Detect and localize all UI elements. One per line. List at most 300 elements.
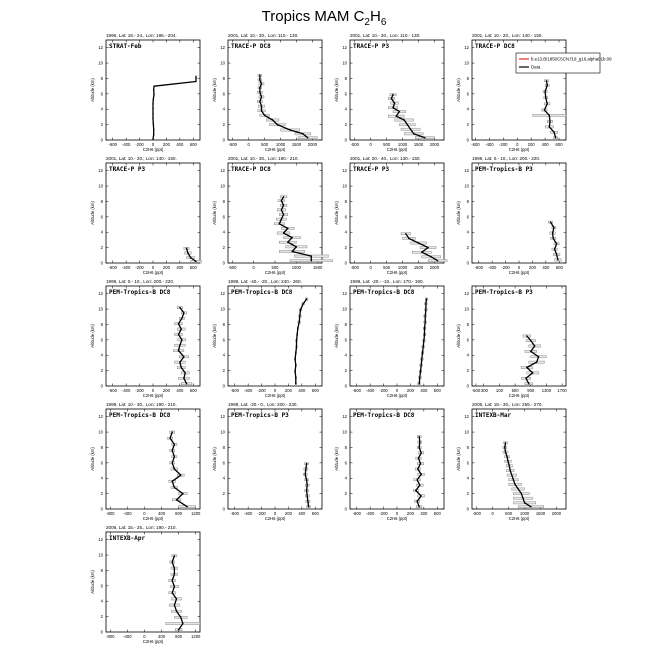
y-tick-label: 4 <box>100 352 103 358</box>
data-point <box>307 137 308 138</box>
data-point <box>259 92 260 93</box>
data-point <box>522 498 523 499</box>
y-tick-label: 4 <box>466 352 469 358</box>
x-axis-label: C2H6 (ppt) <box>386 270 408 275</box>
y-tick-label: 8 <box>222 321 225 327</box>
data-point <box>291 237 292 238</box>
x-axis-label: C2H6 (ppt) <box>508 393 530 398</box>
x-tick-label: 200 <box>406 511 414 516</box>
panel-5 <box>90 156 201 275</box>
x-tick-label: 0 <box>369 265 372 270</box>
y-tick-label: 8 <box>466 321 469 327</box>
plot-frame <box>350 409 444 509</box>
data-point <box>306 298 307 299</box>
y-tick-label: 12 <box>98 45 103 51</box>
y-tick-label: 10 <box>220 60 225 66</box>
data-point <box>289 129 290 130</box>
y-tick-label: 0 <box>222 260 225 266</box>
data-point <box>306 490 307 491</box>
y-tick-label: 4 <box>344 106 347 112</box>
data-point <box>418 506 419 507</box>
data-point <box>302 133 303 134</box>
data-point <box>547 85 548 86</box>
y-tick-label: 6 <box>222 91 225 97</box>
y-tick-label: 2 <box>222 491 225 497</box>
data-point <box>152 113 153 114</box>
y-tick-label: 4 <box>100 475 103 481</box>
data-point <box>534 345 535 346</box>
data-point <box>421 252 422 253</box>
data-point <box>306 463 307 464</box>
data-point <box>295 383 296 384</box>
x-tick-label: -200 <box>379 511 388 516</box>
y-tick-label: 0 <box>100 383 103 389</box>
data-series-line <box>260 75 308 137</box>
data-point <box>420 371 421 372</box>
data-point <box>418 436 419 437</box>
x-tick-label: 1000 <box>397 142 408 147</box>
panel-header: 2001, Lat: 10.- 30., Lon: 110.- 130. <box>228 33 299 38</box>
x-tick-label: 500 <box>383 142 391 147</box>
x-tick-label: -600 <box>471 142 480 147</box>
x-tick-label: 0 <box>395 388 399 393</box>
data-point <box>530 506 531 507</box>
data-point <box>172 450 173 451</box>
data-point <box>420 452 421 453</box>
data-point <box>546 80 547 81</box>
x-tick-label: 600 <box>433 388 441 393</box>
data-point <box>176 598 177 599</box>
data-point <box>181 367 182 368</box>
data-point <box>550 222 551 223</box>
x-axis-label: C2H6 (ppt) <box>386 516 408 521</box>
data-point <box>511 474 512 475</box>
y-tick-label: 10 <box>464 429 469 435</box>
y-tick-label: 12 <box>342 291 347 297</box>
x-tick-label: 0 <box>491 511 494 516</box>
x-tick-label: -500 <box>350 142 359 147</box>
y-tick-label: 10 <box>342 60 347 66</box>
data-point <box>525 378 526 379</box>
x-tick-label: -400 <box>123 634 132 639</box>
data-point <box>417 468 418 469</box>
data-point <box>419 441 420 442</box>
x-axis-label: C2H6 (ppt) <box>386 147 408 152</box>
data-point <box>422 352 423 353</box>
panel-header: 1996, Lat: 18.- 24., Lon: 196.- 204. <box>106 33 177 38</box>
panel-header: 2006, Lat: 15.- 25., Lon: 190.- 210. <box>106 525 177 530</box>
x-tick-label: 600 <box>189 388 197 393</box>
x-tick-label: 0 <box>143 511 146 516</box>
y-axis-label: Altitude (km) <box>90 201 95 225</box>
data-point <box>303 303 304 304</box>
data-point <box>513 479 514 480</box>
x-tick-label: -400 <box>121 265 131 270</box>
data-point <box>294 371 295 372</box>
data-point <box>557 259 558 260</box>
data-point <box>437 260 438 261</box>
x-tick-label: 1200 <box>191 511 201 516</box>
y-tick-label: 6 <box>466 91 469 97</box>
x-tick-label: 500 <box>383 265 391 270</box>
y-tick-label: 4 <box>344 229 347 235</box>
y-tick-label: 6 <box>344 460 347 466</box>
y-tick-label: 6 <box>222 214 225 220</box>
x-tick-label: -400 <box>365 511 375 516</box>
data-point <box>281 200 282 201</box>
data-point <box>182 623 183 624</box>
x-tick-label: 400 <box>298 511 306 516</box>
data-point <box>152 118 153 119</box>
x-tick-label: 200 <box>162 142 170 147</box>
y-tick-label: 10 <box>98 183 103 189</box>
panel-header: 2001, Lat: 20.- 40., Lon: 130.- 150. <box>350 156 421 161</box>
y-tick-label: 12 <box>98 168 103 174</box>
data-point <box>311 255 312 256</box>
y-tick-label: 12 <box>342 414 347 420</box>
data-point <box>153 85 154 86</box>
data-point <box>153 134 154 135</box>
y-tick-label: 6 <box>100 460 103 466</box>
data-point <box>295 365 296 366</box>
plot-frame <box>228 409 322 509</box>
data-point <box>272 119 273 120</box>
data-point <box>426 298 427 299</box>
data-point <box>174 468 175 469</box>
data-point <box>153 89 154 90</box>
data-series-line <box>295 299 307 384</box>
y-tick-label: 10 <box>220 183 225 189</box>
panel-17 <box>90 525 201 644</box>
y-tick-label: 12 <box>220 291 225 297</box>
x-tick-label: -500 <box>228 142 237 147</box>
y-tick-label: 0 <box>222 137 225 143</box>
y-tick-label: 0 <box>466 383 469 389</box>
y-tick-label: 2 <box>466 491 469 497</box>
y-tick-label: 8 <box>222 444 225 450</box>
data-point <box>420 495 421 496</box>
y-tick-label: 6 <box>466 214 469 220</box>
y-tick-label: 4 <box>466 106 469 112</box>
data-point <box>544 91 545 92</box>
data-point <box>287 242 288 243</box>
y-tick-label: 4 <box>344 352 347 358</box>
panel-1 <box>90 33 200 152</box>
panel-3 <box>334 33 444 152</box>
data-point <box>281 209 282 210</box>
data-point <box>305 474 306 475</box>
data-point <box>307 495 308 496</box>
panel-10 <box>212 279 322 398</box>
campaign-label: PEM-Tropics-B DC8 <box>353 412 415 419</box>
y-tick-label: 0 <box>466 506 469 512</box>
y-tick-label: 6 <box>344 214 347 220</box>
data-point <box>259 101 260 102</box>
data-point <box>295 377 296 378</box>
y-tick-label: 12 <box>98 291 103 297</box>
x-tick-label: -600 <box>230 511 239 516</box>
data-series-line <box>526 336 539 384</box>
data-point <box>264 115 265 116</box>
panel-7 <box>334 156 447 275</box>
y-tick-label: 10 <box>342 306 347 312</box>
y-tick-label: 2 <box>222 368 225 374</box>
y-tick-label: 12 <box>98 537 103 543</box>
data-series-line <box>187 248 196 261</box>
x-tick-label: 0 <box>273 388 277 393</box>
data-point <box>172 481 173 482</box>
data-point <box>179 345 180 346</box>
data-point <box>421 358 422 359</box>
y-tick-label: 2 <box>466 245 469 251</box>
x-tick-label: 200 <box>162 265 170 270</box>
x-tick-label: 600 <box>189 265 197 270</box>
x-tick-label: -800 <box>106 634 115 639</box>
data-point <box>420 365 421 366</box>
x-tick-label: -500 <box>472 511 481 516</box>
y-tick-label: 12 <box>220 414 225 420</box>
data-point <box>152 108 153 109</box>
data-point <box>190 257 191 258</box>
data-point <box>298 321 299 322</box>
y-tick-label: 2 <box>344 368 347 374</box>
data-point <box>183 378 184 379</box>
data-point <box>153 123 154 124</box>
data-point <box>179 361 180 362</box>
y-axis-label: Altitude (km) <box>334 201 339 225</box>
x-tick-label: 1000 <box>291 265 302 270</box>
y-tick-label: 10 <box>342 429 347 435</box>
data-point <box>180 474 181 475</box>
y-tick-label: 2 <box>222 122 225 128</box>
data-point <box>521 493 522 494</box>
data-point <box>509 465 510 466</box>
data-point <box>399 111 400 112</box>
y-tick-label: 12 <box>464 291 469 297</box>
y-tick-label: 10 <box>464 306 469 312</box>
x-tick-label: -800 <box>106 511 115 516</box>
y-tick-label: 6 <box>466 460 469 466</box>
campaign-label: PEM-Tropics-B DC8 <box>109 412 171 419</box>
x-tick-label: 0 <box>143 634 146 639</box>
data-point <box>553 227 554 228</box>
data-point <box>306 479 307 480</box>
data-point <box>423 340 424 341</box>
y-tick-label: 12 <box>342 168 347 174</box>
campaign-label: PEM-Tropics-B P3 <box>475 289 533 296</box>
data-point <box>174 555 175 556</box>
plot-frame <box>472 286 566 386</box>
data-point <box>418 447 419 448</box>
data-point <box>425 309 426 310</box>
data-point <box>549 115 550 116</box>
x-tick-label: 500 <box>271 265 279 270</box>
data-point <box>510 470 511 471</box>
legend <box>516 53 612 73</box>
panel-9 <box>90 279 200 398</box>
data-point <box>178 629 179 630</box>
y-tick-label: 2 <box>344 122 347 128</box>
data-point <box>530 351 531 352</box>
panel-header: 1999, Lat: 10.- 30., Lon: 190.- 210. <box>106 402 177 407</box>
data-point <box>174 487 175 488</box>
data-point <box>178 334 179 335</box>
legend-label-model: b.e13.BI1850C5CN.f19_g16.alpha01b.09 <box>531 56 612 62</box>
x-tick-label: -400 <box>123 511 132 516</box>
data-point <box>530 340 531 341</box>
data-point <box>307 484 308 485</box>
panel-header: 1999, Lat: -20.- -10., Lon: 170.- 190. <box>350 279 424 284</box>
x-tick-label: 400 <box>542 265 550 270</box>
plot-frame <box>350 286 444 386</box>
x-axis-label: C2H6 (ppt) <box>386 393 408 398</box>
data-point <box>299 315 300 316</box>
data-point <box>518 488 519 489</box>
y-tick-label: 2 <box>222 245 225 251</box>
x-tick-label: 400 <box>420 388 428 393</box>
panel-12 <box>456 286 567 398</box>
x-tick-label: 500 <box>511 388 519 393</box>
panel-header: 2001, Lat: 10.- 20., Lon: 140.- 150. <box>472 33 543 38</box>
y-tick-label: 10 <box>464 60 469 66</box>
data-point <box>415 490 416 491</box>
data-series-line <box>153 77 196 139</box>
campaign-label: PEM-Tropics-B DC8 <box>353 289 415 296</box>
y-tick-label: 6 <box>100 214 103 220</box>
y-axis-label: Altitude (km) <box>456 447 461 471</box>
y-tick-label: 4 <box>222 229 225 235</box>
data-point <box>420 463 421 464</box>
data-point <box>420 474 421 475</box>
x-tick-label: -200 <box>379 388 388 393</box>
x-axis-label: C2H6 (ppt) <box>142 147 164 152</box>
data-point <box>408 238 409 239</box>
y-tick-label: 12 <box>342 45 347 51</box>
y-tick-label: 6 <box>100 337 103 343</box>
data-point <box>176 611 177 612</box>
data-point <box>556 254 557 255</box>
x-tick-label: -200 <box>257 511 266 516</box>
data-point <box>505 442 506 443</box>
x-axis-label: C2H6 (ppt) <box>142 270 164 275</box>
x-axis-label: C2H6 (ppt) <box>142 516 164 521</box>
y-tick-label: 0 <box>100 137 103 143</box>
x-tick-label: -200 <box>135 265 144 270</box>
panel-header: 2001, Lat: 10.- 30., Lon: 190.- 210. <box>228 156 299 161</box>
x-tick-label: -400 <box>485 142 494 147</box>
x-tick-label: 900 <box>527 388 535 393</box>
data-point <box>179 307 180 308</box>
data-point <box>172 462 173 463</box>
data-point <box>172 580 173 581</box>
y-tick-label: 2 <box>100 491 103 497</box>
campaign-label: PEM-Tropics-B DC8 <box>231 289 293 296</box>
y-tick-label: 2 <box>100 614 103 620</box>
data-point <box>424 334 425 335</box>
data-point <box>419 377 420 378</box>
data-point <box>295 352 296 353</box>
x-tick-label: 200 <box>162 388 170 393</box>
y-tick-label: 4 <box>344 475 347 481</box>
y-axis-label: Altitude (km) <box>456 201 461 225</box>
y-tick-label: 0 <box>100 260 103 266</box>
data-point <box>181 318 182 319</box>
x-tick-label: -400 <box>365 388 375 393</box>
x-tick-label: -400 <box>121 142 131 147</box>
panel-header: 1999, Lat: -40.- -20., Lon: 240.- 260. <box>228 279 302 284</box>
data-point <box>418 383 419 384</box>
x-tick-label: 2000 <box>551 511 562 516</box>
data-point <box>174 604 175 605</box>
y-tick-label: 6 <box>222 337 225 343</box>
data-point <box>174 586 175 587</box>
data-point <box>297 328 298 329</box>
data-point <box>277 124 278 125</box>
panel-header: 1999, Lat: 0.- 10., Lon: 200.- 220. <box>106 279 175 284</box>
x-tick-label: 2000 <box>429 265 440 270</box>
plot-frame <box>350 40 444 140</box>
data-point <box>296 334 297 335</box>
y-tick-label: 0 <box>466 137 469 143</box>
data-point <box>181 339 182 340</box>
x-tick-label: 500 <box>261 142 269 147</box>
panel-15 <box>334 409 444 521</box>
y-tick-label: 0 <box>466 260 469 266</box>
panel-11 <box>334 279 444 398</box>
data-point <box>391 98 392 99</box>
campaign-label: INTEXB-Mar <box>475 412 512 419</box>
y-axis-label: Altitude (km) <box>212 78 217 102</box>
data-point <box>180 617 181 618</box>
y-axis-label: Altitude (km) <box>212 201 217 225</box>
x-tick-label: -200 <box>135 142 144 147</box>
y-tick-label: 4 <box>100 598 103 604</box>
y-tick-label: 2 <box>100 245 103 251</box>
x-tick-label: 1000 <box>397 265 408 270</box>
campaign-label: INTEXB-Apr <box>109 535 146 542</box>
data-point <box>413 133 414 134</box>
x-tick-label: 0 <box>247 142 250 147</box>
y-tick-label: 12 <box>464 414 469 420</box>
campaign-label: TRACE-P P3 <box>109 166 146 173</box>
data-point <box>425 303 426 304</box>
y-tick-label: 8 <box>466 444 469 450</box>
y-tick-label: 4 <box>466 229 469 235</box>
panel-header: 2006, Lat: 18.- 30., Lon: 255.- 270. <box>472 402 543 407</box>
x-tick-label: 600 <box>311 511 319 516</box>
y-tick-label: 10 <box>220 429 225 435</box>
data-point <box>392 107 393 108</box>
data-point <box>291 251 292 252</box>
data-point <box>261 96 262 97</box>
panel-2 <box>212 33 322 152</box>
y-axis-label: Altitude (km) <box>212 447 217 471</box>
data-point <box>556 243 557 244</box>
y-tick-label: 2 <box>344 245 347 251</box>
campaign-label: PEM-Tropics-B P3 <box>475 166 533 173</box>
data-point <box>294 358 295 359</box>
panel-16 <box>456 402 566 521</box>
data-point <box>261 110 262 111</box>
data-point <box>296 246 297 247</box>
x-axis-label: C2H6 (ppt) <box>508 270 530 275</box>
y-tick-label: 8 <box>344 321 347 327</box>
y-tick-label: 10 <box>98 429 103 435</box>
data-point <box>183 356 184 357</box>
data-point <box>405 233 406 234</box>
x-tick-label: -200 <box>499 142 508 147</box>
data-point <box>424 137 425 138</box>
